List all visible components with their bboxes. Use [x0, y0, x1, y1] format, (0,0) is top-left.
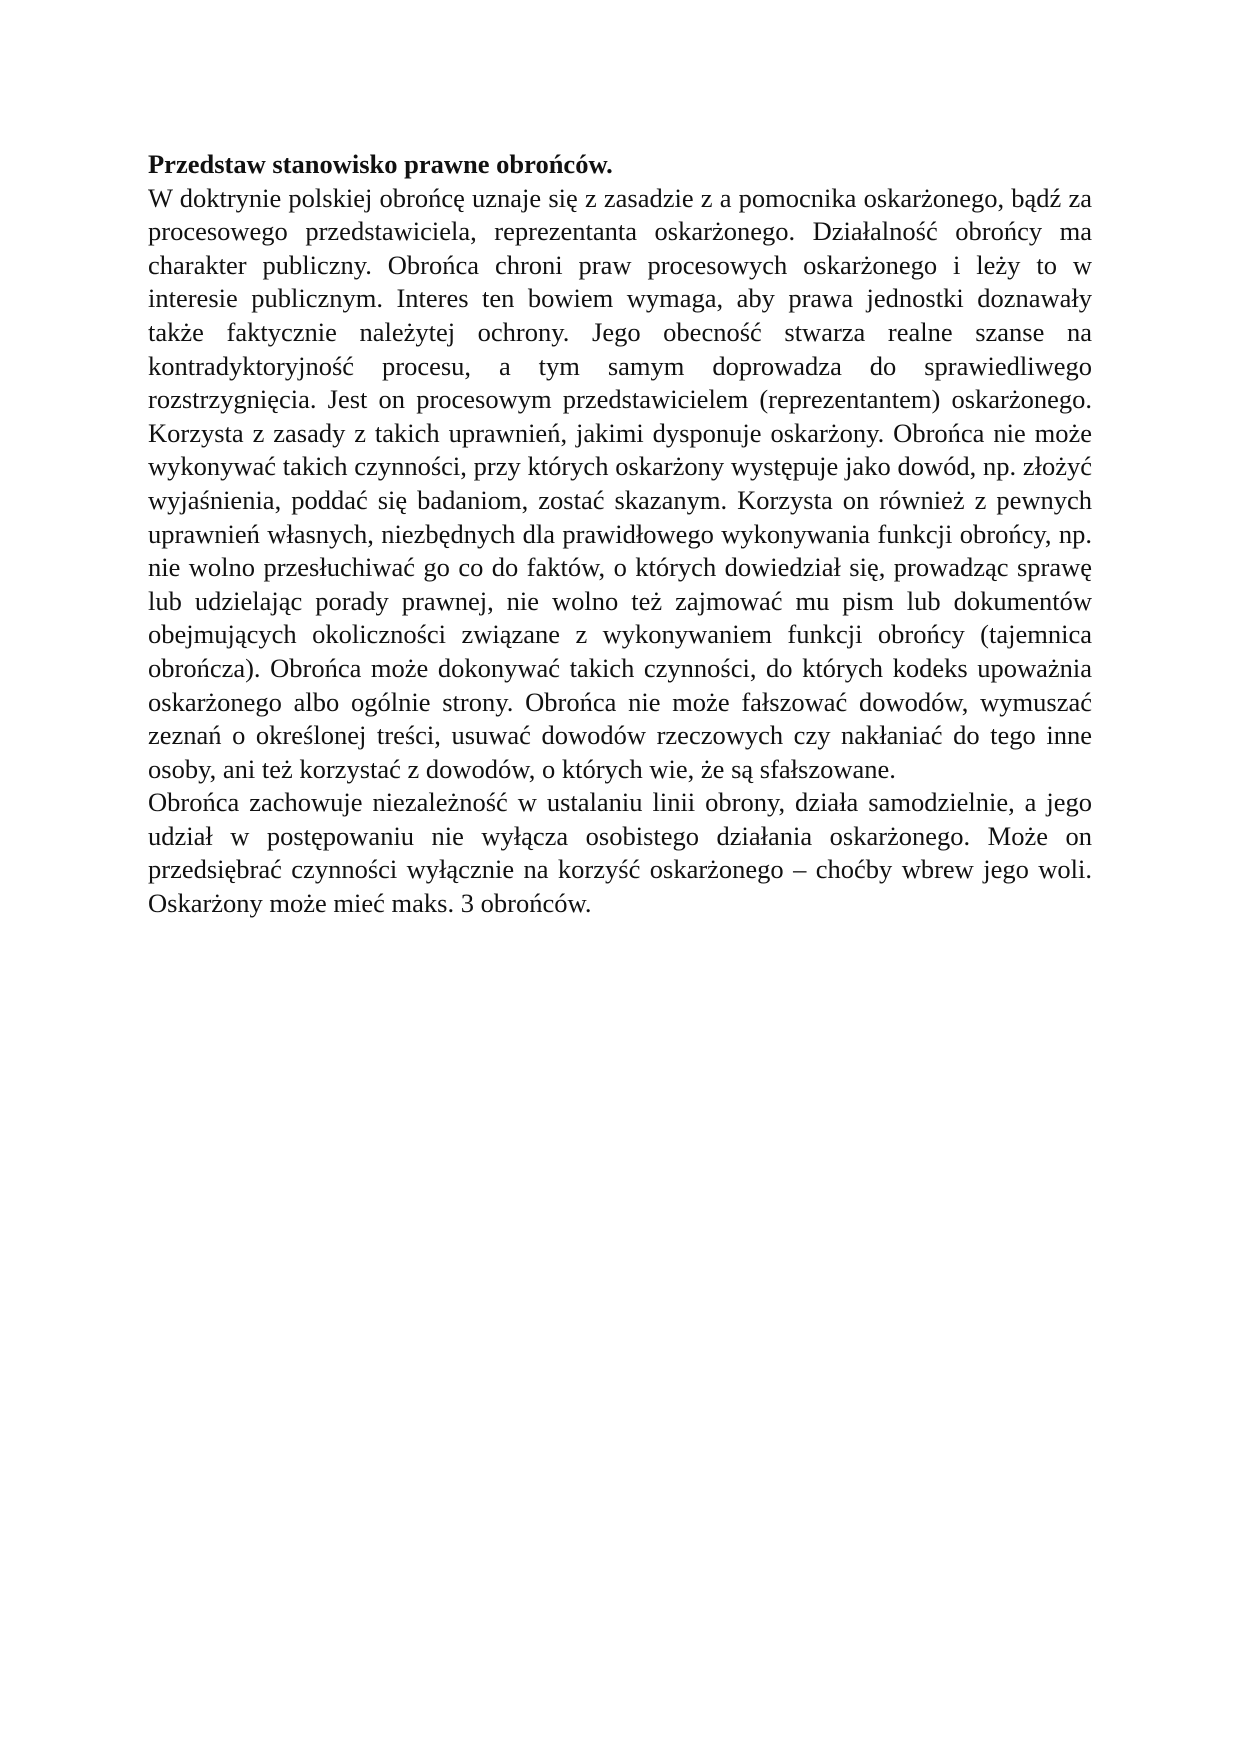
document-page — [148, 148, 1092, 921]
paragraph: W doktrynie polskiej obrońcę uznaje się z zasadzie z a pomocnika oskarżonego, bądź za procesowego przedstawiciela, reprezentanta oskarżonego. Działalność obrońcy ma charakter publiczny. Obrońca chroni praw procesowych oskarżonego i leży to w interesie publicznym. Interes ten bowiem wymaga, aby prawa jednostki doznawały także faktycznie należytej ochrony. Jego obecność stwarza realne szanse na kontradyktoryjność procesu, a tym samym doprowadza do sprawiedliwego rozstrzygnięcia. Jest on procesowym przedstawicielem (reprezentantem) oskarżonego. Korzysta z zasady z takich uprawnień, jakimi dysponuje oskarżony. Obrońca nie może wykonywać takich czynności, przy których oskarżony występuje jako dowód, np. złożyć wyjaśnienia, poddać się badaniom, zostać skazanym. Korzysta on również z pewnych uprawnień własnych, niezbędnych dla prawidłowego wykonywania funkcji obrońcy, np. nie wolno przesłuchiwać go co do faktów, o których dowiedział się, prowadząc sprawę lub udzielając porady prawnej, nie wolno też zajmować mu pism lub dokumentów obejmujących okoliczności związane z wykonywaniem funkcji obrońcy (tajemnica obrończa). Obrońca może dokonywać takich czynności, do których kodeks upoważnia oskarżonego albo ogólnie strony. Obrońca nie może fałszować dowodów, wymuszać zeznań o określonej treści, usuwać dowodów rzeczowych czy nakłaniać do tego inne osoby, ani też korzystać z dowodów, o których wie, że są sfałszowane. — [148, 182, 1092, 784]
paragraph: Obrońca zachowuje niezależność w ustalaniu linii obrony, działa samodzielnie, a jego udział w postępowaniu nie wyłącza osobistego działania oskarżonego. Może on przedsiębrać czynności wyłącznie na korzyść oskarżonego – choćby wbrew jego woli. Oskarżony może mieć maks. 3 obrońców. — [148, 787, 1092, 919]
document-title: Przedstaw stanowisko prawne obrońców. — [148, 149, 613, 179]
